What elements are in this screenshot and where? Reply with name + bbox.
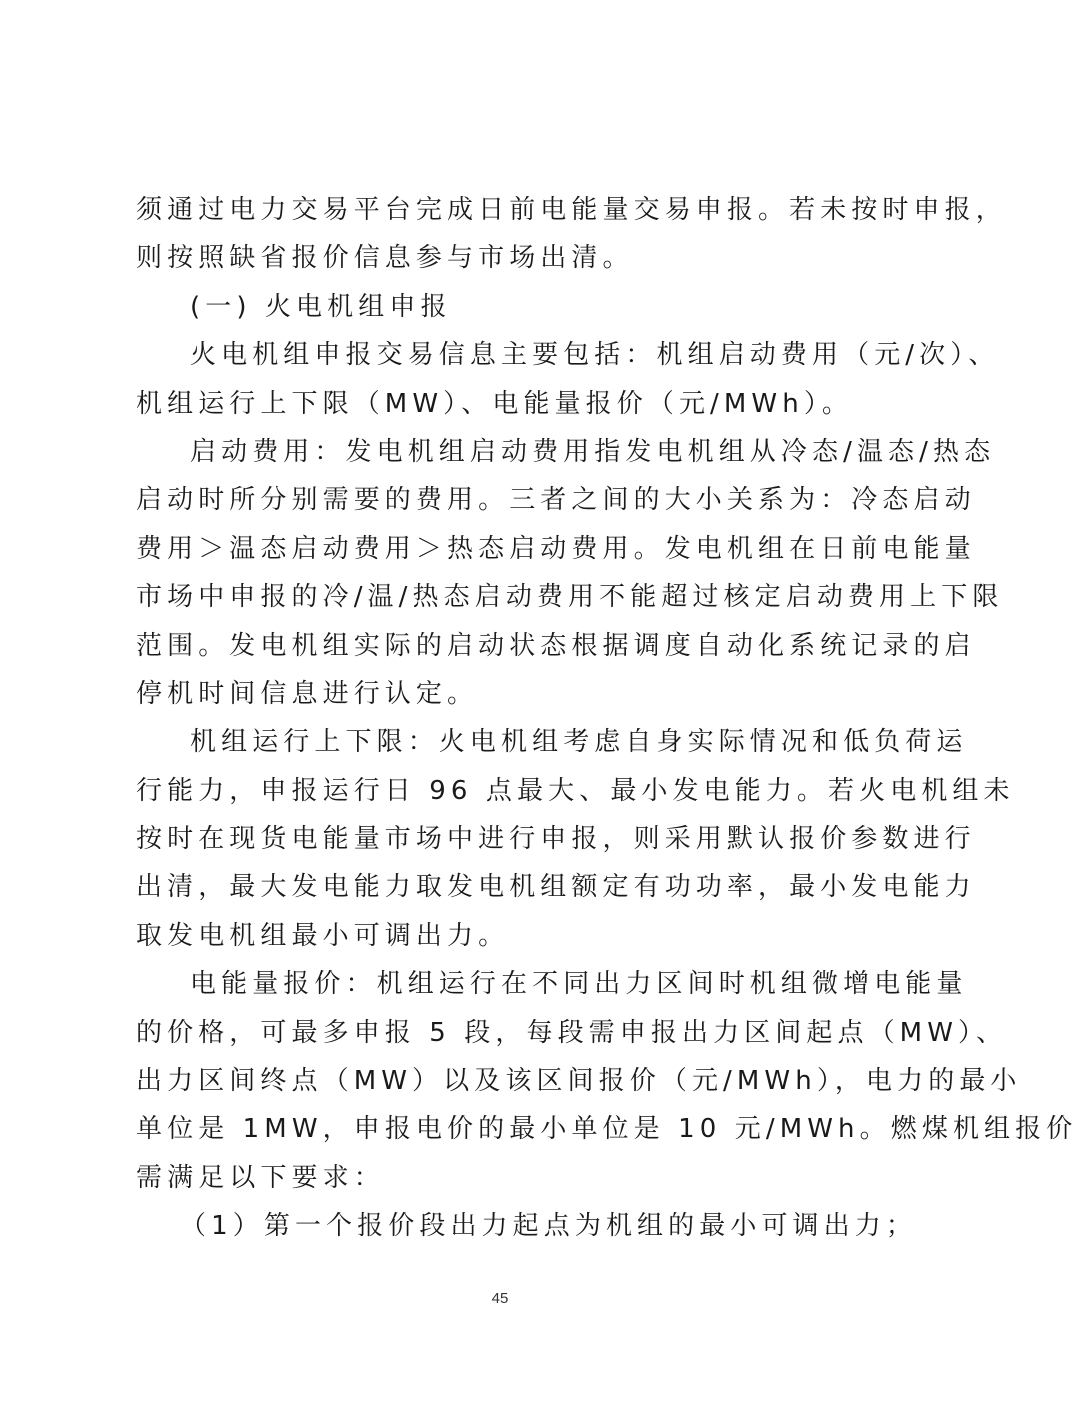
paragraph-line: 启动时所分别需要的费用。三者之间的大小关系为：冷态启动 [136, 485, 976, 516]
paragraph-line: 需满足以下要求： [136, 1162, 385, 1193]
paragraph-line: 火电机组申报交易信息主要包括：机组启动费用（元/次）、 [190, 340, 1000, 371]
paragraph-line: 机组运行上下限：火电机组考虑自身实际情况和低负荷运 [190, 727, 968, 758]
paragraph-line: 机组运行上下限（MW）、电能量报价（元/MWh）。 [136, 388, 854, 419]
page-number: 45 [491, 1290, 509, 1307]
paragraph-line: 出力区间终点（MW）以及该区间报价（元/MWh），电力的最小 [136, 1066, 1022, 1097]
paragraph-line: 须通过电力交易平台完成日前电能量交易申报。若未按时申报， [136, 195, 1007, 225]
paragraph-line: 的价格，可最多申报 5 段，每段需申报出力区间起点（MW）、 [136, 1017, 1008, 1048]
paragraph-line: 出清，最大发电能力取发电机组额定有功功率，最小发电能力 [136, 872, 976, 903]
paragraph-line: 费用＞温态启动费用＞热态启动费用。发电机组在日前电能量 [136, 533, 976, 564]
paragraph-line: 停机时间信息进行认定。 [136, 678, 479, 709]
paragraph-line: 行能力，申报运行日 96 点最大、最小发电能力。若火电机组未 [136, 775, 1015, 806]
paragraph-line: 范围。发电机组实际的启动状态根据调度自动化系统记录的启 [136, 630, 976, 661]
list-item: （1）第一个报价段出力起点为机组的最小可调出力； [180, 1211, 917, 1242]
section-heading: (一) 火电机组申报 [190, 291, 452, 322]
paragraph-line: 市场中申报的冷/温/热态启动费用不能超过核定启动费用上下限 [136, 582, 1004, 613]
paragraph-line: 取发电机组最小可调出力。 [136, 920, 510, 951]
paragraph-line: 按时在现货电能量市场中进行申报，则采用默认报价参数进行 [136, 824, 976, 855]
paragraph-line: 则按照缺省报价信息参与市场出清。 [136, 243, 634, 274]
paragraph-line: 电能量报价：机组运行在不同出力区间时机组微增电能量 [190, 969, 968, 1000]
paragraph-line: 单位是 1MW，申报电价的最小单位是 10 元/MWh。燃煤机组报价 [136, 1114, 1077, 1145]
body-text [136, 186, 1077, 1251]
paragraph-line: 启动费用：发电机组启动费用指发电机组从冷态/温态/热态 [190, 436, 996, 467]
